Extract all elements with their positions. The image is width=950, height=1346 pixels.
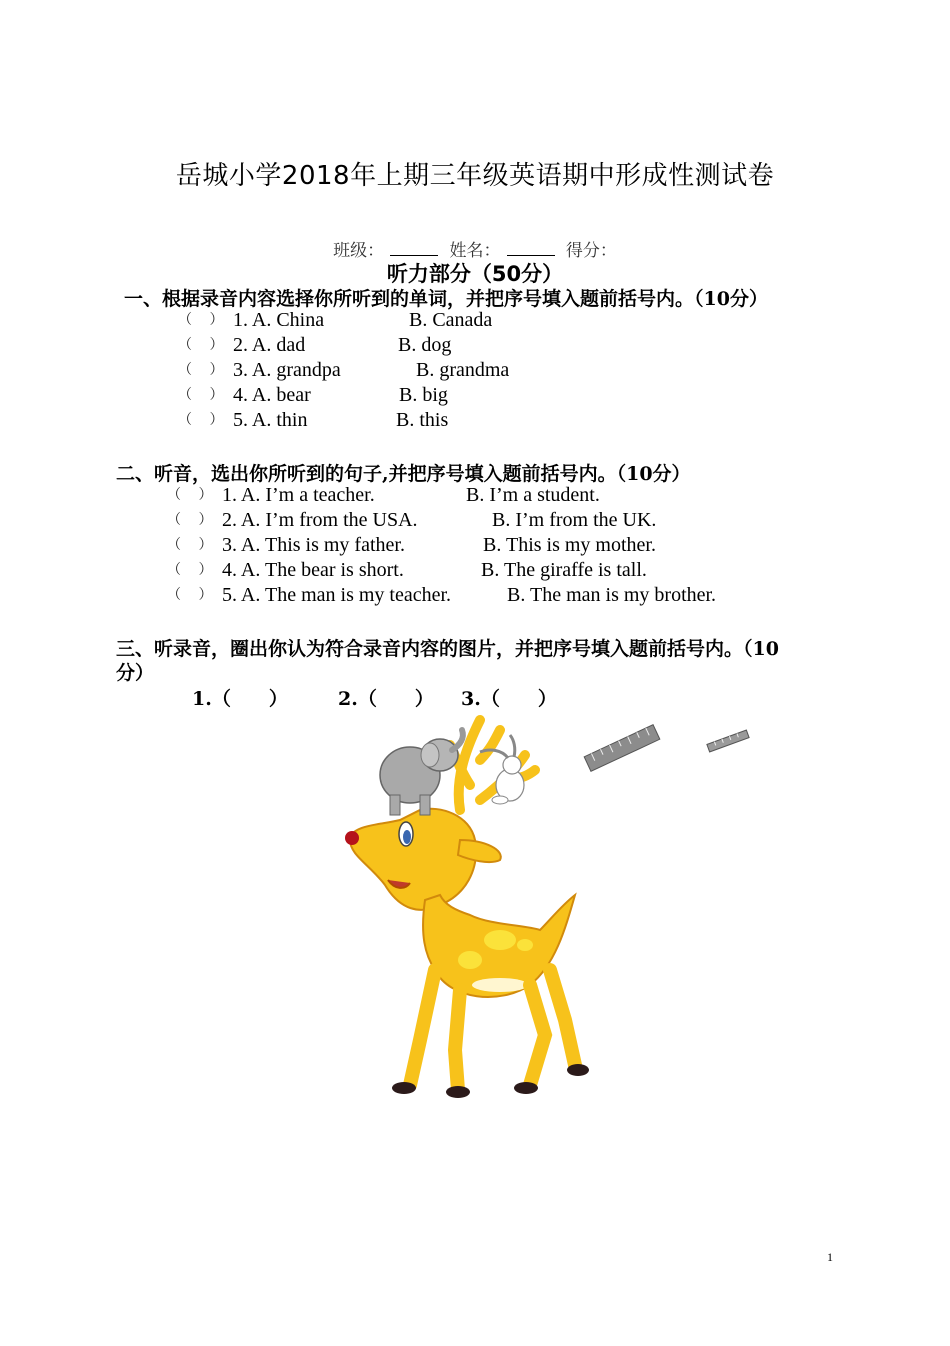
option-a: 3. A. This is my father. bbox=[222, 534, 405, 556]
section1-item bbox=[178, 359, 224, 379]
section2-item bbox=[167, 584, 213, 604]
deer-leg bbox=[550, 970, 575, 1065]
option-a: 2. A. I’m from the USA. bbox=[222, 509, 418, 531]
option-a: 3. A. grandpa bbox=[233, 359, 341, 381]
answer-paren[interactable]: （ ） bbox=[178, 338, 224, 353]
option-b: B. The man is my brother. bbox=[507, 584, 717, 606]
answer-blank-3[interactable]: 3.（ ） bbox=[461, 688, 557, 710]
option-b: B. grandma bbox=[416, 359, 510, 381]
section1-heading: 一、根据录音内容选择你所听到的单词，并把序号填入题前括号内。（10分） bbox=[124, 288, 768, 310]
page-number: 1 bbox=[827, 1250, 833, 1264]
answer-paren[interactable]: （ ） bbox=[178, 388, 224, 403]
option-b: B. Canada bbox=[409, 309, 493, 331]
answer-paren[interactable]: （ ） bbox=[167, 588, 213, 603]
answer-blank-2[interactable]: 2.（ ） bbox=[338, 688, 434, 710]
name-label: 姓名： bbox=[449, 241, 501, 261]
option-a: 1. A. China bbox=[233, 309, 325, 331]
answer-paren[interactable]: （ ） bbox=[178, 363, 224, 378]
section1-item bbox=[178, 309, 224, 329]
answer-paren[interactable]: （ ） bbox=[178, 413, 224, 428]
section1-item bbox=[178, 409, 224, 429]
deer-pupil bbox=[403, 830, 411, 844]
deer-nose bbox=[345, 831, 359, 845]
deer-head bbox=[350, 809, 476, 910]
deer-spot bbox=[517, 939, 533, 951]
deer-hoof bbox=[392, 1082, 416, 1094]
section1-item bbox=[178, 384, 224, 404]
option-b: B. big bbox=[399, 384, 448, 406]
section3-heading-line1: 三、听录音，圈出你认为符合录音内容的图片，并把序号填入题前括号内。（10 bbox=[116, 638, 779, 660]
option-a: 5. A. The man is my teacher. bbox=[222, 584, 452, 606]
page-title: 岳城小学2018年上期三年级英语期中形成性测试卷 bbox=[175, 161, 775, 191]
section2-item bbox=[167, 534, 213, 554]
option-b: B. The giraffe is tall. bbox=[481, 559, 647, 581]
option-a: 4. A. The bear is short. bbox=[222, 559, 404, 581]
section1-item bbox=[178, 334, 224, 354]
answer-paren[interactable]: （ ） bbox=[167, 563, 213, 578]
class-label: 班级： bbox=[333, 241, 385, 261]
deer-hoof bbox=[446, 1086, 470, 1098]
option-b: B. I’m from the UK. bbox=[492, 509, 657, 531]
answer-blank-1[interactable]: 1.（ ） bbox=[192, 688, 288, 710]
answer-paren[interactable]: （ ） bbox=[167, 513, 213, 528]
deer-leg bbox=[530, 985, 545, 1085]
option-b: B. This is my mother. bbox=[483, 534, 656, 556]
section2-item bbox=[167, 484, 213, 504]
deer-hoof bbox=[514, 1082, 538, 1094]
deer-spot bbox=[484, 930, 516, 950]
option-a: 2. A. dad bbox=[233, 334, 306, 356]
option-a: 1. A. I’m a teacher. bbox=[222, 484, 375, 506]
option-a: 4. A. bear bbox=[233, 384, 311, 406]
section2-heading: 二、听音，选出你所听到的句子,并把序号填入题前括号内。（10分） bbox=[116, 463, 691, 485]
deer-leg bbox=[455, 990, 460, 1090]
part-title: 听力部分（50分） bbox=[386, 262, 564, 286]
deer-spot bbox=[458, 951, 482, 969]
short-ruler-picture[interactable] bbox=[705, 726, 751, 756]
answer-paren[interactable]: （ ） bbox=[178, 313, 224, 328]
option-b: B. this bbox=[396, 409, 449, 431]
class-blank[interactable] bbox=[390, 241, 438, 256]
score-label: 得分： bbox=[565, 241, 617, 261]
option-b: B. I’m a student. bbox=[466, 484, 600, 506]
deer-picture[interactable] bbox=[340, 700, 600, 1100]
deer-leg bbox=[410, 970, 435, 1085]
deer-hoof bbox=[567, 1064, 589, 1076]
elephant-figure bbox=[380, 730, 463, 815]
section3-heading-line2: 分） bbox=[116, 662, 155, 684]
option-a: 5. A. thin bbox=[233, 409, 308, 431]
long-ruler-picture[interactable] bbox=[582, 718, 662, 778]
deer-belly bbox=[472, 978, 528, 992]
answer-paren[interactable]: （ ） bbox=[167, 488, 213, 503]
option-b: B. dog bbox=[398, 334, 452, 356]
section2-item bbox=[167, 559, 213, 579]
answer-paren[interactable]: （ ） bbox=[167, 538, 213, 553]
name-blank[interactable] bbox=[507, 241, 555, 256]
section2-item bbox=[167, 509, 213, 529]
